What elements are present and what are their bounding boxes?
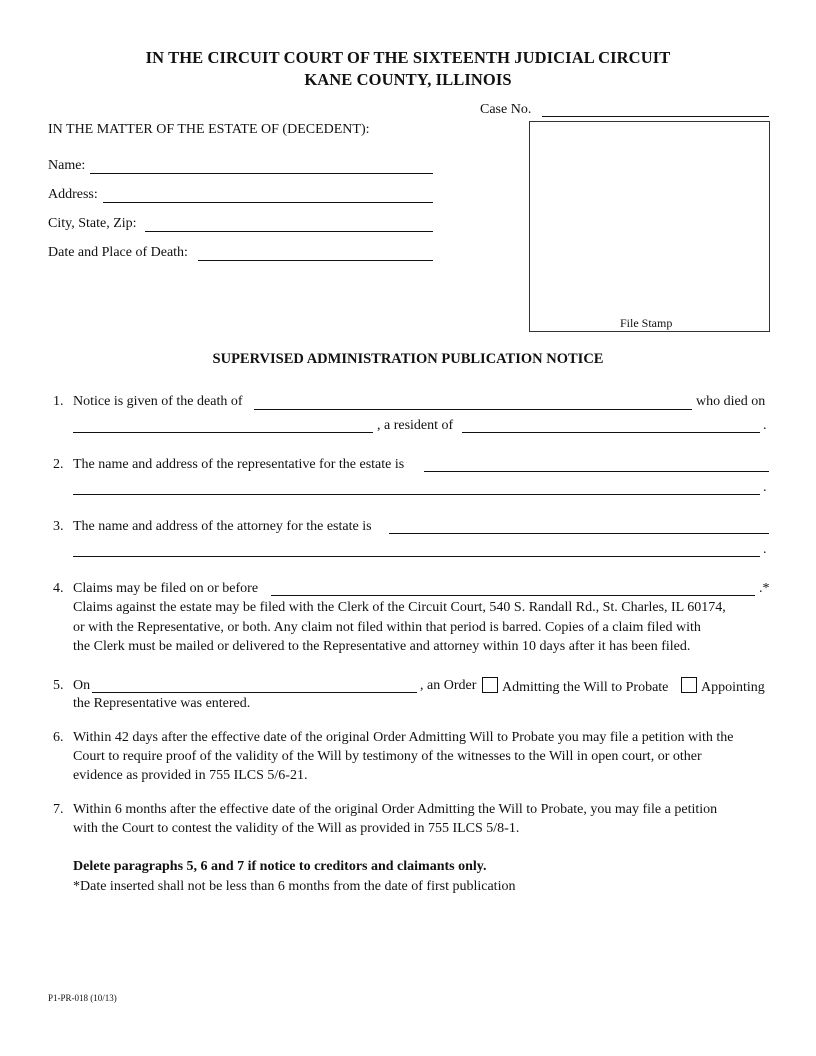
court-heading: IN THE CIRCUIT COURT OF THE SIXTEENTH JUDICIAL CIRCUIT [145, 48, 671, 67]
claims-date-field[interactable] [271, 595, 755, 596]
item-2-number: 2. [53, 457, 64, 472]
attorney-field-line1[interactable] [389, 533, 769, 534]
admitting-will-label: Admitting the Will to Probate [502, 680, 669, 695]
item-5-text-b: , an Order [420, 678, 477, 693]
representative-field-line2[interactable] [73, 494, 760, 495]
attorney-field-line2[interactable] [73, 556, 760, 557]
item-4-line-3: the Clerk must be mailed or delivered to the Representative and attorney within 10 days after it has been filed. [73, 639, 691, 654]
item-4-number: 4. [53, 581, 64, 596]
item-1-text-c: , a resident of [377, 418, 454, 433]
item-6-number: 6. [53, 730, 64, 745]
decedent-death-field[interactable] [254, 409, 692, 410]
appointing-label: Appointing [701, 680, 765, 695]
item-6-line-2: Court to require proof of the validity of the Will by testimony of the witnesses to the Will in open court, or other [73, 749, 702, 764]
address-label: Address: [48, 187, 98, 202]
item-5-number: 5. [53, 678, 64, 693]
item-7-number: 7. [53, 802, 64, 817]
name-label: Name: [48, 158, 86, 173]
item-1-number: 1. [53, 394, 64, 409]
estate-heading: IN THE MATTER OF THE ESTATE OF (DECEDENT): [48, 122, 370, 137]
delete-paragraphs-note: Delete paragraphs 5, 6 and 7 if notice to creditors and claimants only. [73, 859, 487, 874]
case-number-field[interactable] [542, 116, 769, 117]
item-6-line-1: Within 42 days after the effective date of the original Order Admitting Will to Probate you may file a petition with the [73, 730, 734, 745]
appointing-checkbox[interactable] [681, 677, 697, 693]
item-7-line-2: with the Court to contest the validity of the Will as provided in 755 ILCS 5/8-1. [73, 821, 520, 836]
item-1-text-a: Notice is given of the death of [73, 394, 243, 409]
resident-of-field[interactable] [462, 432, 760, 433]
date-place-death-label: Date and Place of Death: [48, 245, 188, 260]
item-2-text: The name and address of the representative for the estate is [73, 457, 405, 472]
date-place-death-field[interactable] [198, 260, 433, 261]
item-2-period: . [763, 480, 767, 495]
item-5-text-a: On [73, 678, 91, 693]
city-state-zip-field[interactable] [145, 231, 433, 232]
county-heading: KANE COUNTY, ILLINOIS [304, 70, 512, 89]
order-date-field[interactable] [92, 692, 417, 693]
file-stamp-label: File Stamp [620, 316, 673, 330]
city-state-zip-label: City, State, Zip: [48, 216, 137, 231]
notice-title: SUPERVISED ADMINISTRATION PUBLICATION NOTICE [212, 351, 604, 367]
date-inserted-note: *Date inserted shall not be less than 6 months from the date of first publication [73, 879, 516, 894]
file-stamp-box [529, 121, 770, 332]
item-4-line-1: Claims against the estate may be filed with the Clerk of the Circuit Court, 540 S. Randall Rd., St. Charles, IL 60174, [73, 600, 726, 615]
item-3-number: 3. [53, 519, 64, 534]
item-3-text: The name and address of the attorney for the estate is [73, 519, 372, 534]
admitting-will-checkbox[interactable] [482, 677, 498, 693]
item-7-line-1: Within 6 months after the effective date of the original Order Admitting the Will to Probate, you may file a petition [73, 802, 718, 817]
death-date-field[interactable] [73, 432, 373, 433]
item-4-line-2: or with the Representative, or both. Any claim not filed within that period is barred. Copies of a claim filed with [73, 620, 701, 635]
name-field[interactable] [90, 173, 433, 174]
item-6-line-3: evidence as provided in 755 ILCS 5/6-21. [73, 768, 308, 783]
item-1-period: . [763, 418, 767, 433]
case-number-label: Case No. [480, 102, 532, 117]
item-1-text-b: who died on [696, 394, 766, 409]
item-3-period: . [763, 542, 767, 557]
item-4-asterisk: .* [759, 581, 770, 596]
representative-field-line1[interactable] [424, 471, 769, 472]
form-number: P1-PR-018 (10/13) [48, 993, 117, 1003]
address-field[interactable] [103, 202, 433, 203]
item-5-line-2: the Representative was entered. [73, 696, 251, 711]
item-4-text-a: Claims may be filed on or before [73, 581, 259, 596]
